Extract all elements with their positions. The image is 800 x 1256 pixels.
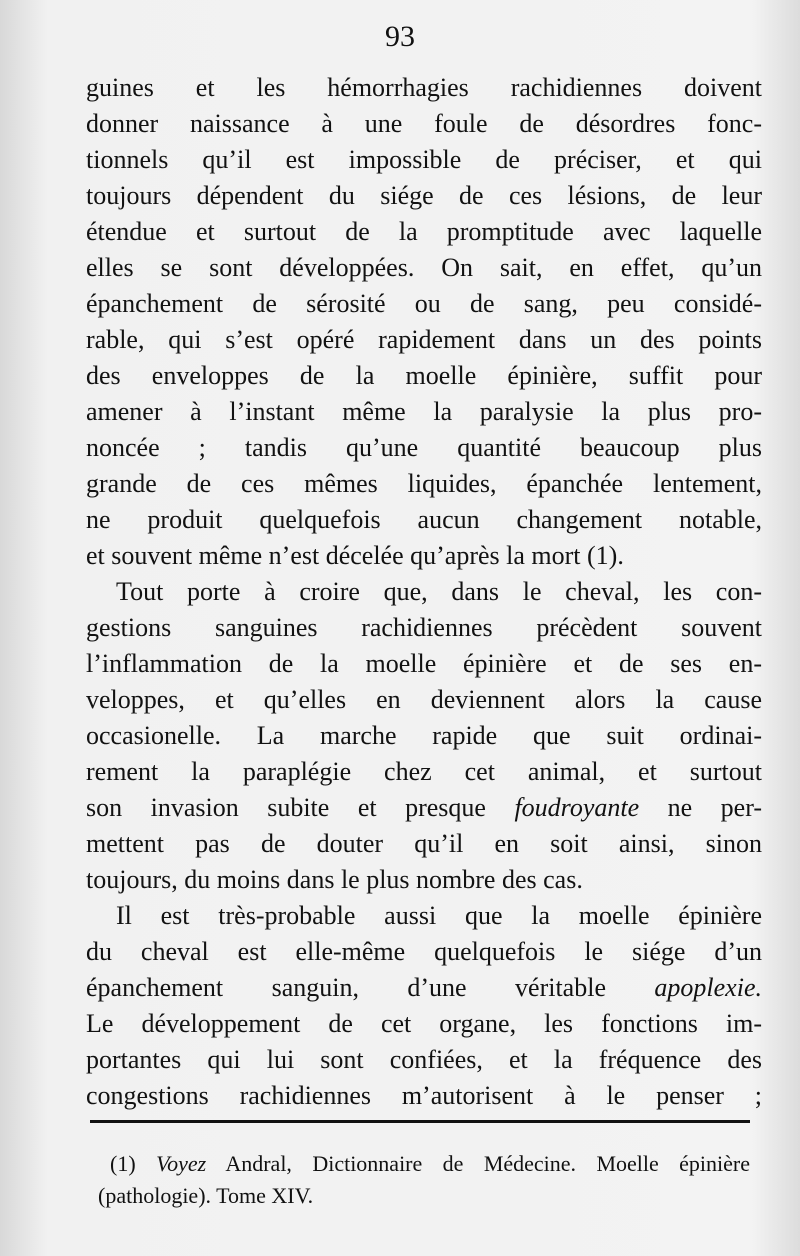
text-line: grande de ces mêmes liquides, épanchée lentement, <box>86 469 762 498</box>
text-span: épanchement sanguin, d’une véritable <box>86 973 655 1002</box>
text-line: rable, qui s’est opéré rapidement dans un des points <box>86 325 762 354</box>
text-span: ne per- <box>639 793 762 822</box>
italic-term: apoplexie. <box>654 973 762 1002</box>
text-line: elles se sont développées. On sait, en effet, qu’un <box>86 253 762 282</box>
text-line: noncée ; tandis qu’une quantité beaucoup plus <box>86 433 762 462</box>
text-line: du cheval est elle-même quelquefois le siége d’un <box>86 937 762 966</box>
text-span: son invasion subite et presque <box>86 793 515 822</box>
text-line: Le développement de cet organe, les fonctions im- <box>86 1009 762 1038</box>
text-line: et souvent même n’est décelée qu’après la mort (1). <box>86 541 624 570</box>
footnote-marker: (1) <box>110 1151 136 1176</box>
footnote-text: Andral, Dictionnaire de Médecine. Moelle épinière <box>206 1151 751 1176</box>
text-line: congestions rachidiennes m’autorisent à le penser ; <box>86 1081 762 1110</box>
text-line: Tout porte à croire que, dans le cheval, les con- <box>116 577 762 606</box>
body-text <box>86 70 762 1114</box>
text-line: étendue et surtout de la promptitude avec laquelle <box>86 217 762 246</box>
text-line: des enveloppes de la moelle épinière, suffit pour <box>86 361 762 390</box>
text-line: toujours, du moins dans le plus nombre des cas. <box>86 865 583 894</box>
text-line <box>86 790 762 826</box>
text-line: portantes qui lui sont confiées, et la fréquence des <box>86 1045 762 1074</box>
text-line: veloppes, et qu’elles en deviennent alors la cause <box>86 685 762 714</box>
text-line: gestions sanguines rachidiennes précèdent souvent <box>86 613 762 642</box>
footnote-italic: Voyez <box>156 1151 207 1176</box>
text-line: mettent pas de douter qu’il en soit ainsi, sinon <box>86 829 762 858</box>
italic-term: foudroyante <box>514 793 640 822</box>
text-line <box>86 970 762 1006</box>
text-line: ne produit quelquefois aucun changement notable, <box>86 505 762 534</box>
text-line: guines et les hémorrhagies rachidiennes doivent <box>86 73 762 102</box>
footnote <box>98 1148 751 1212</box>
page-number: 93 <box>385 20 415 53</box>
text-line: tionnels qu’il est impossible de préciser, et qui <box>86 145 762 174</box>
text-line: toujours dépendent du siége de ces lésions, de leur <box>86 181 762 210</box>
text-line: Il est très-probable aussi que la moelle épinière <box>116 901 762 930</box>
footnote-line <box>110 1148 750 1180</box>
text-line: épanchement de sérosité ou de sang, peu considé- <box>86 289 762 318</box>
text-line: donner naissance à une foule de désordres fonc- <box>86 109 762 138</box>
text-line: rement la paraplégie chez cet animal, et surtout <box>86 757 762 786</box>
footnote-line: (pathologie). Tome XIV. <box>98 1183 314 1208</box>
footnote-rule <box>90 1120 750 1123</box>
text-line: occasionelle. La marche rapide que suit ordinai- <box>86 721 762 750</box>
text-line: amener à l’instant même la paralysie la plus pro- <box>86 397 762 426</box>
text-line: l’inflammation de la moelle épinière et de ses en- <box>86 649 762 678</box>
